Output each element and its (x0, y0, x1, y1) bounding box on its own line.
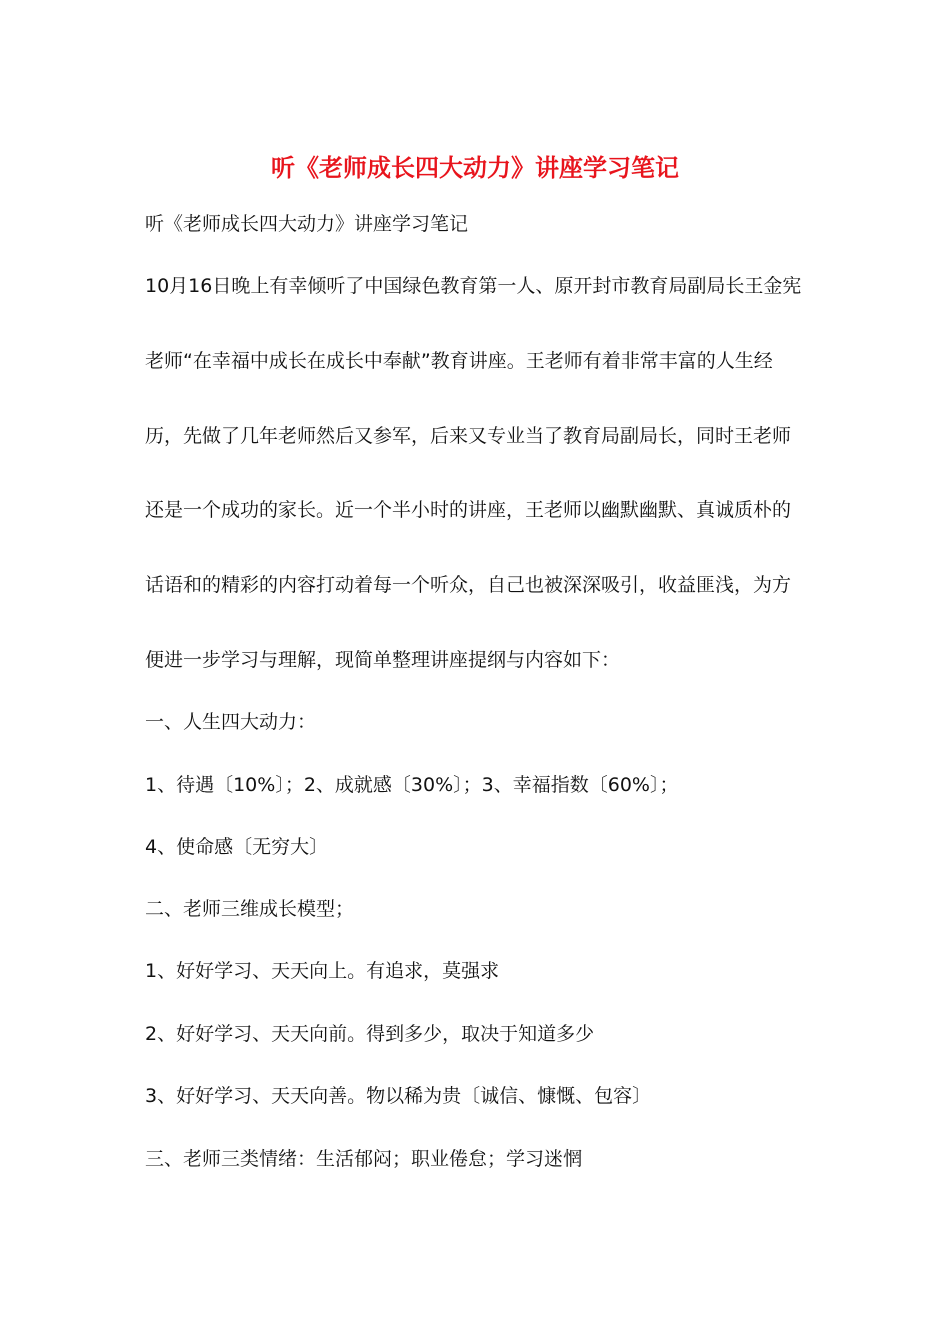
list-item: 2、好好学习、天天向前。得到多少，取决于知道多少 (145, 1023, 595, 1045)
list-item: 1、好好学习、天天向上。有追求，莫强求 (145, 960, 500, 982)
section-heading: 一、人生四大动力： (145, 711, 317, 733)
paragraph-line: 便进一步学习与理解，现简单整理讲座提纲与内容如下： (145, 649, 621, 671)
list-item: 1、待遇〔10%〕；2、成就感〔30%〕；3、幸福指数〔60%〕； (145, 774, 679, 796)
paragraph-line: 还是一个成功的家长。近一个半小时的讲座，王老师以幽默幽默、真诚质朴的 (145, 499, 792, 521)
subtitle-line: 听《老师成长四大动力》讲座学习笔记 (145, 213, 469, 235)
section-heading: 三、老师三类情绪：生活郁闷；职业倦怠；学习迷惘 (145, 1148, 583, 1170)
list-item: 4、使命感〔无穷大〕 (145, 836, 329, 858)
paragraph-line: 历，先做了几年老师然后又参军，后来又专业当了教育局副局长，同时王老师 (145, 425, 792, 447)
document-title: 听《老师成长四大动力》讲座学习笔记 (271, 154, 679, 182)
section-heading: 二、老师三维成长模型； (145, 898, 355, 920)
list-item: 3、好好学习、天天向善。物以稀为贵〔诚信、慷慨、包容〕 (145, 1085, 652, 1107)
paragraph-line: 10月16日晚上有幸倾听了中国绿色教育第一人、原开封市教育局副局长王金宪 (145, 275, 802, 297)
paragraph-line: 老师“在幸福中成长在成长中奉献”教育讲座。王老师有着非常丰富的人生经 (145, 350, 773, 372)
paragraph-line: 话语和的精彩的内容打动着每一个听众，自己也被深深吸引，收益匪浅，为方 (145, 574, 792, 596)
